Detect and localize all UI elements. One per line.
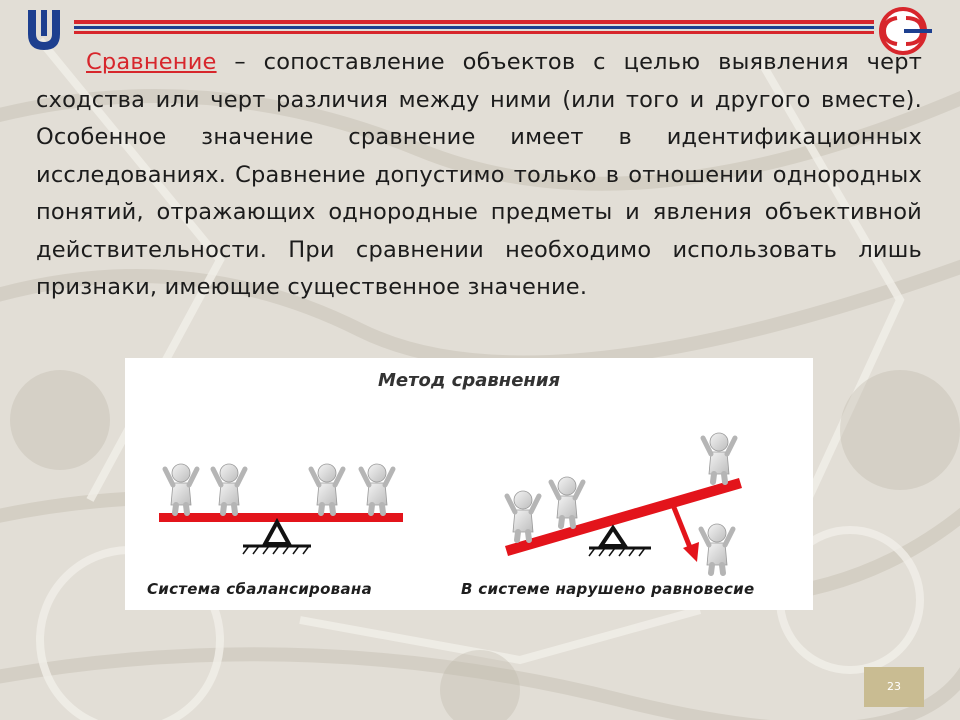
text-line-4: идентификационных исследованиях. Сравнение допустимо [36, 124, 922, 188]
text-line-8: лишь признаки, имеющие существенное значение. [36, 236, 922, 300]
right-fulcrum [601, 528, 625, 546]
text-line-5: только в отношении однородных понятий, отражающих [36, 161, 922, 225]
balanced-beam [159, 513, 403, 522]
caption-unbalanced: В системе нарушено равновесие [461, 580, 755, 598]
caption-balanced: Система сбалансирована [147, 580, 372, 598]
page-number: 23 [864, 667, 924, 707]
tilt-arrow [671, 500, 691, 550]
definition-text [36, 44, 922, 307]
figure-title: Метод сравнения [377, 370, 561, 391]
balance-illustration [125, 358, 813, 610]
text-line-6: однородные предметы и явления объективной [328, 199, 922, 225]
header-stripe-blue [74, 26, 874, 29]
text-line-3: другого вместе). Особенное значение сравнение имеет в [36, 86, 922, 150]
comparison-method-figure [125, 358, 813, 610]
text-line-1: – сопоставление объектов с целью выявления [234, 49, 849, 75]
header-stripe-red [74, 20, 874, 24]
term-link[interactable]: Сравнение [86, 49, 217, 75]
text-line-2: черт сходства или черт различия между ними (или того и [36, 49, 922, 113]
left-fulcrum [265, 522, 289, 544]
text-line-7: действительности. При сравнении необходимо использовать [36, 236, 838, 263]
header-stripe-red-lower [74, 31, 874, 34]
